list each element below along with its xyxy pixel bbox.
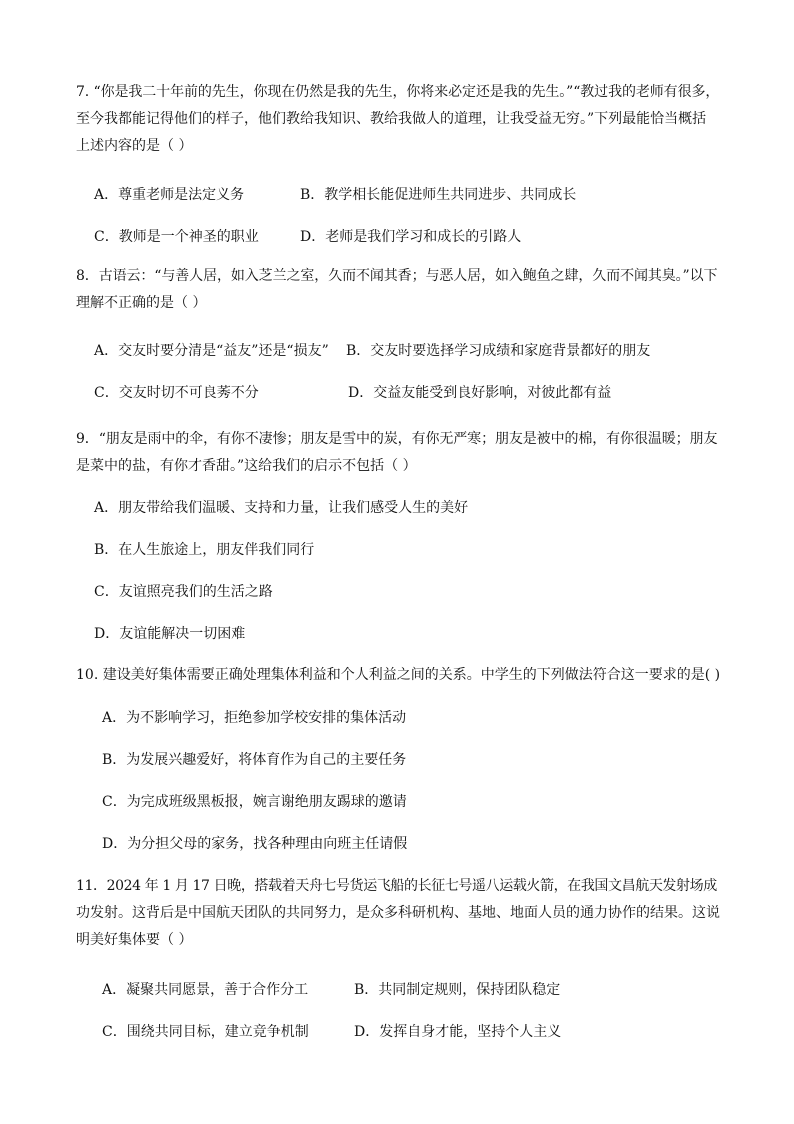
question-11-stem-line-1: 11．2024 年 1 月 17 日晚，搭载着天舟七号货运飞船的长征七号遥八运载火箭，在我国文昌航天发射场成 [76, 878, 717, 894]
question-11-option-a: A．凝聚共同愿景，善于合作分工 [102, 982, 309, 998]
question-8-stem-line-2: 理解不正确的是（ ） [76, 295, 207, 311]
question-11-stem-line-3: 明美好集体要（ ） [76, 932, 193, 948]
question-11-stem-line-2: 功发射。这背后是中国航天团队的共同努力，是众多科研机构、基地、地面人员的通力协作的结果。这说 [76, 905, 720, 921]
question-7-stem-line-1: 7. “你是我二十年前的先生，你现在仍然是我的先生，你将来必定还是我的先生。”“教过我的老师有很多， [76, 84, 720, 100]
question-10-option-a: A．为不影响学习，拒绝参加学校安排的集体活动 [102, 710, 407, 726]
question-9-option-c: C．友谊照亮我们的生活之路 [94, 584, 273, 600]
question-8-stem [76, 263, 720, 317]
question-8-option-b: B．交友时要选择学习成绩和家庭背景都好的朋友 [346, 343, 651, 359]
question-9-stem-line-1: 9．“朋友是雨中的伞，有你不凄惨；朋友是雪中的炭，有你无严寒；朋友是被中的棉，有你很温暖；朋友 [76, 431, 718, 447]
question-7-stem-line-3: 上述内容的是（ ） [76, 138, 193, 154]
question-8-option-c: C．交友时切不可良莠不分 [94, 385, 259, 401]
question-10-option-c: C．为完成班级黑板报，婉言谢绝朋友踢球的邀请 [102, 794, 407, 810]
question-7-option-c: C．教师是一个神圣的职业 [94, 229, 259, 245]
question-7-stem [76, 79, 720, 160]
question-7-option-d: D．老师是我们学习和成长的引路人 [300, 229, 522, 245]
question-11-stem [76, 873, 720, 954]
question-8-stem-line-1: 8．古语云：“与善人居，如入芝兰之室，久而不闻其香；与恶人居，如入鲍鱼之肆，久而不闻其臭。”以下 [76, 268, 718, 284]
question-11-option-b: B．共同制定规则，保持团队稳定 [354, 982, 561, 998]
question-10-option-b: B．为发展兴趣爱好，将体育作为自己的主要任务 [102, 752, 407, 768]
question-8-option-a: A．交友时要分清是“益友”还是“损友” [94, 343, 329, 359]
question-11-option-c: C．围绕共同目标，建立竞争机制 [102, 1024, 309, 1040]
question-9-option-a: A．朋友带给我们温暖、支持和力量，让我们感受人生的美好 [94, 500, 469, 516]
question-7-option-a: A．尊重老师是法定义务 [94, 187, 245, 203]
question-10-option-d: D．为分担父母的家务，找各种理由向班主任请假 [102, 836, 408, 852]
question-10-stem [76, 662, 720, 689]
question-8-option-d: D．交益友能受到良好影响，对彼此都有益 [348, 385, 612, 401]
question-7-option-b: B．教学相长能促进师生共同进步、共同成长 [300, 187, 577, 203]
question-9-stem [76, 426, 720, 480]
question-9-option-b: B．在人生旅途上，朋友伴我们同行 [94, 542, 315, 558]
question-9-stem-line-2: 是菜中的盐，有你才香甜。”这给我们的启示不包括（ ） [76, 458, 417, 474]
question-11-option-d: D．发挥自身才能，坚持个人主义 [354, 1024, 562, 1040]
question-9-option-d: D．友谊能解决一切困难 [94, 626, 246, 642]
question-10-stem-line-1: 10. 建设美好集体需要正确处理集体利益和个人利益之间的关系。中学生的下列做法符合这一要求的是( ) [76, 667, 721, 683]
question-7-stem-line-2: 至今我都能记得他们的样子，他们教给我知识、教给我做人的道理，让我受益无穷。”下列最能恰当概括 [76, 111, 707, 127]
